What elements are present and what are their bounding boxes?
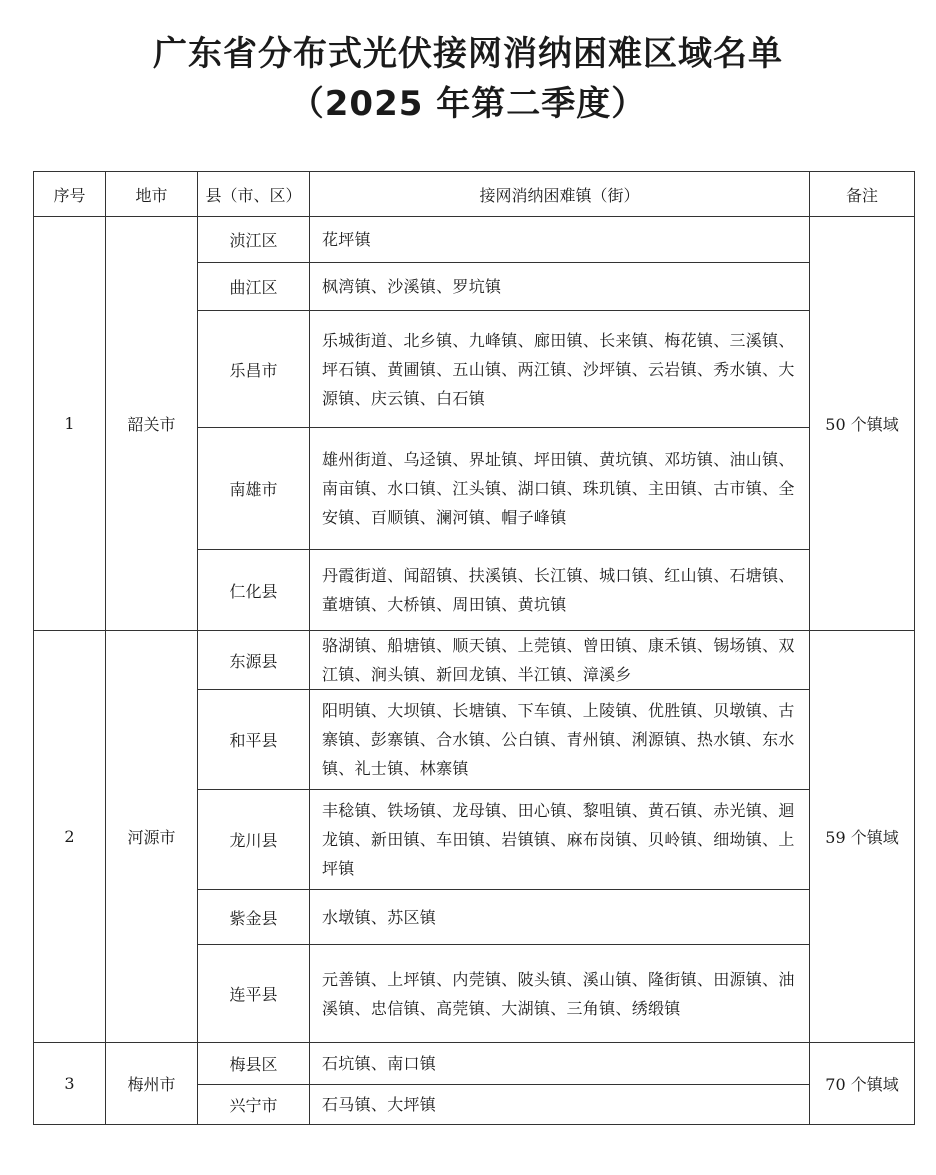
towns-cell: 乐城街道、北乡镇、九峰镇、廊田镇、长来镇、梅花镇、三溪镇、坪石镇、黄圃镇、五山镇、两江镇、沙坪镇、云岩镇、秀水镇、大源镇、庆云镇、白石镇 (310, 311, 810, 428)
towns-cell: 水墩镇、苏区镇 (310, 890, 810, 945)
towns-cell: 阳明镇、大坝镇、长塘镇、下车镇、上陵镇、优胜镇、贝墩镇、古寨镇、彭寨镇、合水镇、公白镇、青州镇、浰源镇、热水镇、东水镇、礼士镇、林寨镇 (310, 690, 810, 790)
county-cell: 曲江区 (198, 263, 310, 311)
county-cell: 龙川县 (198, 790, 310, 890)
towns-cell: 丰稔镇、铁场镇、龙母镇、田心镇、黎咀镇、黄石镇、赤光镇、迴龙镇、新田镇、车田镇、岩镇镇、麻布岗镇、贝岭镇、细坳镇、上坪镇 (310, 790, 810, 890)
towns-cell: 雄州街道、乌迳镇、界址镇、坪田镇、黄坑镇、邓坊镇、油山镇、南亩镇、水口镇、江头镇、湖口镇、珠玑镇、主田镇、古市镇、全安镇、百顺镇、澜河镇、帽子峰镇 (310, 428, 810, 550)
header-towns: 接网消纳困难镇（街） (310, 172, 810, 217)
region-table (33, 171, 915, 1125)
towns-cell: 石坑镇、南口镇 (310, 1043, 810, 1085)
note-cell: 70 个镇域 (810, 1043, 915, 1125)
city-cell: 河源市 (106, 631, 198, 1043)
city-cell: 梅州市 (106, 1043, 198, 1125)
note-cell: 59 个镇域 (810, 631, 915, 1043)
towns-cell: 枫湾镇、沙溪镇、罗坑镇 (310, 263, 810, 311)
seq-cell: 1 (34, 217, 106, 631)
header-seq: 序号 (34, 172, 106, 217)
table-row (34, 1043, 915, 1085)
county-cell: 梅县区 (198, 1043, 310, 1085)
towns-cell: 石马镇、大坪镇 (310, 1085, 810, 1125)
county-cell: 乐昌市 (198, 311, 310, 428)
page-subtitle: （2025 年第二季度） (289, 84, 647, 124)
table-row (34, 631, 915, 690)
towns-cell: 花坪镇 (310, 217, 810, 263)
county-cell: 兴宁市 (198, 1085, 310, 1125)
table-row (34, 217, 915, 263)
seq-cell: 3 (34, 1043, 106, 1125)
header-note: 备注 (810, 172, 915, 217)
page-title: 广东省分布式光伏接网消纳困难区域名单 (153, 34, 783, 74)
towns-cell: 元善镇、上坪镇、内莞镇、陂头镇、溪山镇、隆街镇、田源镇、油溪镇、忠信镇、高莞镇、大湖镇、三角镇、绣缎镇 (310, 945, 810, 1043)
county-cell: 仁化县 (198, 550, 310, 631)
towns-cell: 丹霞街道、闻韶镇、扶溪镇、长江镇、城口镇、红山镇、石塘镇、董塘镇、大桥镇、周田镇、黄坑镇 (310, 550, 810, 631)
county-cell: 东源县 (198, 631, 310, 690)
county-cell: 连平县 (198, 945, 310, 1043)
table-header-row (34, 172, 915, 217)
header-city: 地市 (106, 172, 198, 217)
county-cell: 浈江区 (198, 217, 310, 263)
towns-cell: 骆湖镇、船塘镇、顺天镇、上莞镇、曾田镇、康禾镇、锡场镇、双江镇、涧头镇、新回龙镇、半江镇、漳溪乡 (310, 631, 810, 690)
city-cell: 韶关市 (106, 217, 198, 631)
header-county: 县（市、区） (198, 172, 310, 217)
county-cell: 紫金县 (198, 890, 310, 945)
seq-cell: 2 (34, 631, 106, 1043)
county-cell: 南雄市 (198, 428, 310, 550)
note-cell: 50 个镇域 (810, 217, 915, 631)
county-cell: 和平县 (198, 690, 310, 790)
